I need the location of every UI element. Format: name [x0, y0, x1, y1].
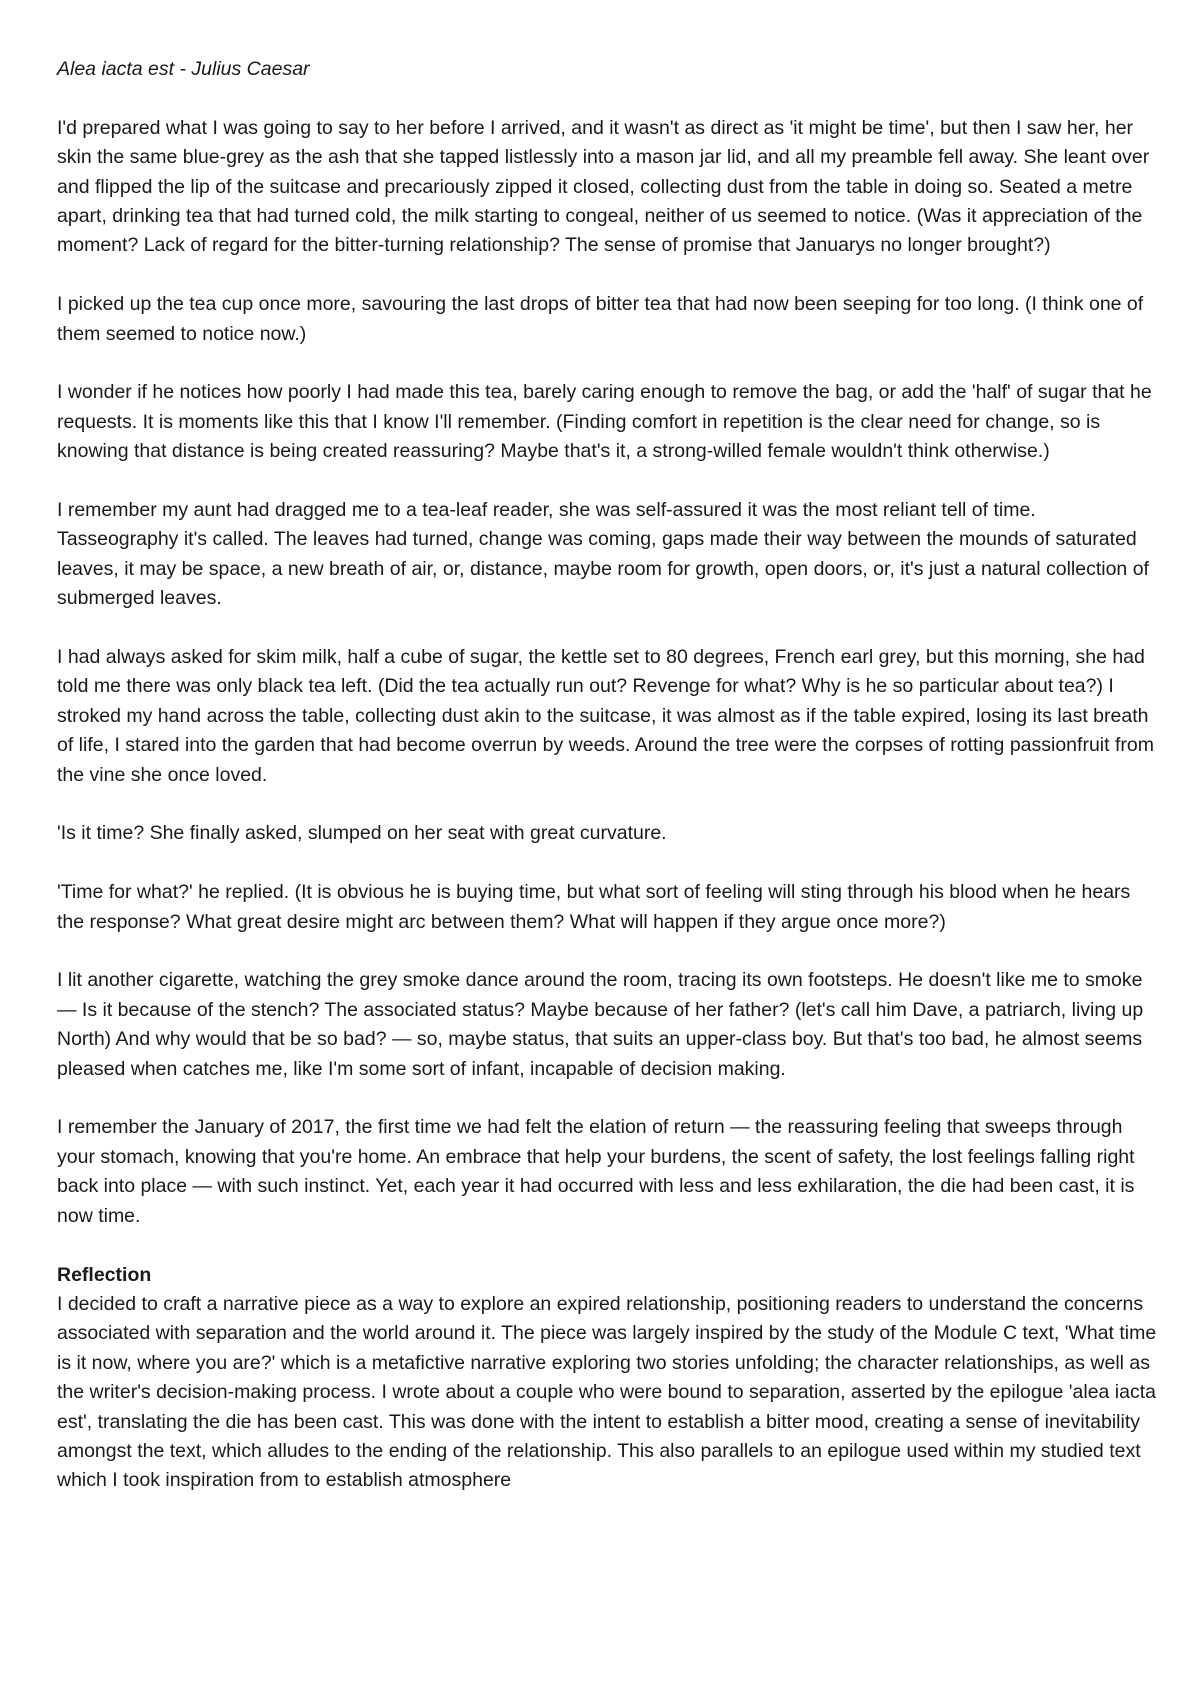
epigraph: Alea iacta est - Julius Caesar: [57, 58, 310, 80]
paragraph-1: I'd prepared what I was going to say to her before I arrived, and it wasn't as direct as 'it might be time', but then I saw her, her skin the same blue-grey as the ash that she tapped listlessly into a mason jar lid, and all my preamble fell away. She leant over and flipped the lip of the suitcase and precariously zipped it closed, collecting dust from the table in doing so. Seated a metre apart, drinking tea that had turned cold, the milk starting to congeal, neither of us seemed to notice. (Was it appreciation of the moment? Lack of regard for the bitter-turning relationship? The sense of promise that Januarys no longer brought?): [57, 116, 1150, 257]
paragraph-2: I picked up the tea cup once more, savouring the last drops of bitter tea that had now been seeping for too long. (I think one of them seemed to notice now.): [57, 293, 1144, 345]
paragraph-5: I had always asked for skim milk, half a cube of sugar, the kettle set to 80 degrees, French earl grey, but this morning, she had told me there was only black tea left. (Did the tea actually run out? Revenge for what? Why is he so particular about tea?) I stroked my hand across the table, collecting dust akin to the suitcase, it was almost as if the table expired, losing its last breath of life, I stared into the garden that had become overrun by weeds. Around the tree were the corpses of rotting passionfruit from the vine she once loved.: [57, 646, 1154, 786]
document-page: [57, 55, 1157, 1496]
paragraph-7: 'Time for what?' he replied. (It is obvious he is buying time, but what sort of feeling will sting through his blood when he hears the response? What great desire might arc between them? What will happen if they argue once more?): [57, 881, 1131, 933]
reflection-paragraph: I decided to craft a narrative piece as a way to explore an expired relationship, positioning readers to understand the concerns associated with separation and the world around it. The piece was largely inspired by the study of the Module C text, 'What time is it now, where you are?' which is a metafictive narrative exploring two stories unfolding; the character relationships, as well as the writer's decision-making process. I wrote about a couple who were bound to separation, asserted by the epilogue 'alea iacta est', translating the die has been cast. This was done with the intent to establish a bitter mood, creating a sense of inevitability amongst the text, which alludes to the ending of the relationship. This also parallels to an epilogue used within my studied text which I took inspiration from to establish atmosphere: [57, 1292, 1157, 1492]
paragraph-6: 'Is it time? She finally asked, slumped on her seat with great curvature.: [57, 822, 667, 845]
paragraph-4: I remember my aunt had dragged me to a tea-leaf reader, she was self-assured it was the most reliant tell of time. Tasseography it's called. The leaves had turned, change was coming, gaps made their way between the mounds of saturated leaves, it may be space, a new breath of air, or, distance, maybe room for growth, open doors, or, it's just a natural collection of submerged leaves.: [57, 499, 1149, 610]
reflection-heading: Reflection: [57, 1263, 152, 1286]
paragraph-8: I lit another cigarette, watching the grey smoke dance around the room, tracing its own footsteps. He doesn't like me to smoke — Is it because of the stench? The associated status? Maybe because of her father? (let's call him Dave, a patriarch, living up North) And why would that be so bad? — so, maybe status, that suits an upper-class boy. But that's too bad, he almost seems pleased when catches me, like I'm some sort of infant, incapable of decision making.: [57, 969, 1144, 1080]
paragraph-3: I wonder if he notices how poorly I had made this tea, barely caring enough to remove the bag, or add the 'half' of sugar that he requests. It is moments like this that I know I'll remember. (Finding comfort in repetition is the clear need for change, so is knowing that distance is being created reassuring? Maybe that's it, a strong-willed female wouldn't think otherwise.): [57, 381, 1152, 463]
paragraph-9: I remember the January of 2017, the first time we had felt the elation of return — the reassuring feeling that sweeps through your stomach, knowing that you're home. An embrace that help your burdens, the scent of safety, the lost feelings falling right back into place — with such instinct. Yet, each year it had occurred with less and less exhilaration, the die had been cast, it is now time.: [57, 1116, 1135, 1227]
